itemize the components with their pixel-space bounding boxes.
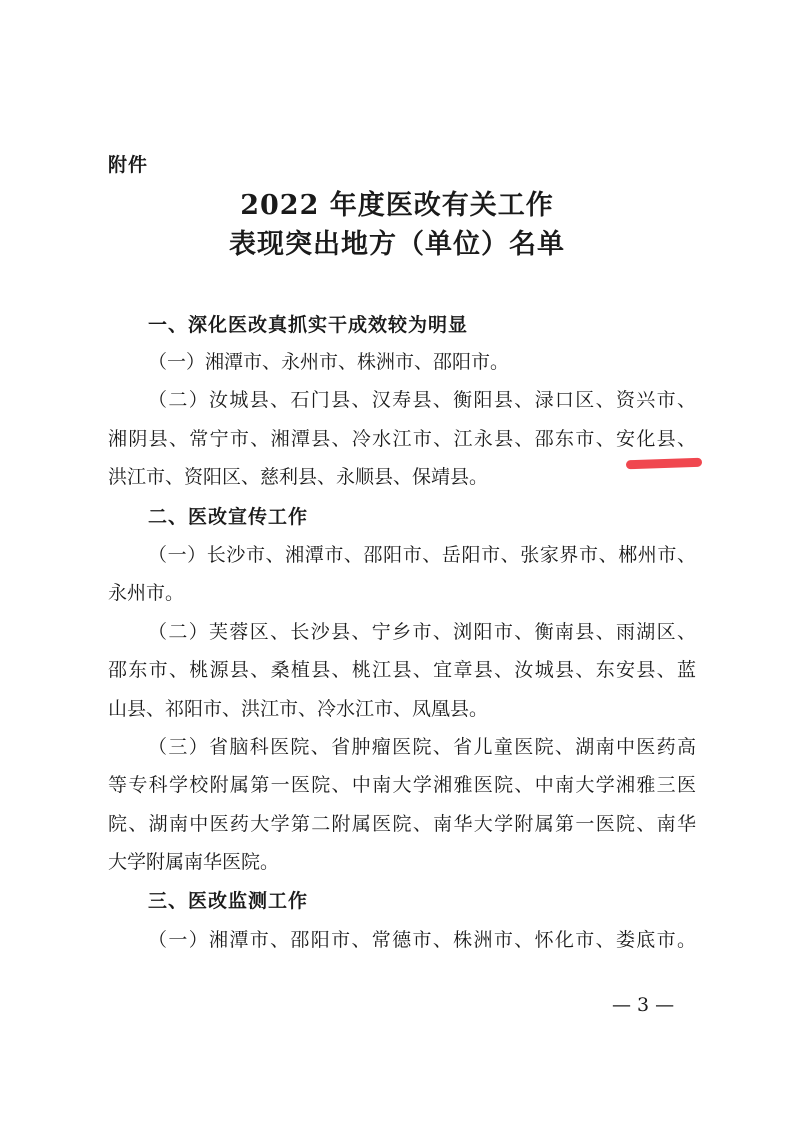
paragraph-line: （一）湘潭市、邵阳市、常德市、株洲市、怀化市、娄底市。 <box>148 929 696 951</box>
paragraph-line: 湘阴县、常宁市、湘潭县、冷水江市、江永县、邵东市、安化县、 <box>108 428 696 450</box>
paragraph-line: （三）省脑科医院、省肿瘤医院、省儿童医院、湖南中医药高 <box>148 736 696 758</box>
paragraph-line: （一）长沙市、湘潭市、邵阳市、岳阳市、张家界市、郴州市、 <box>148 544 696 566</box>
document-title-line-1: 2022 年度医改有关工作 <box>240 190 554 221</box>
paragraph-line: 永州市。 <box>108 582 185 604</box>
section-heading-3: 三、医改监测工作 <box>148 890 309 912</box>
section-heading-2: 二、医改宣传工作 <box>148 506 309 528</box>
paragraph-line: 洪江市、资阳区、慈利县、永顺县、保靖县。 <box>108 466 489 488</box>
paragraph-line: （二）芙蓉区、长沙县、宁乡市、浏阳市、衡南县、雨湖区、 <box>148 621 696 643</box>
paragraph-line: （一）湘潭市、永州市、株洲市、邵阳市。 <box>148 351 510 373</box>
section-heading-1: 一、深化医改真抓实干成效较为明显 <box>148 314 469 336</box>
document-title-line-2: 表现突出地方（单位）名单 <box>229 229 565 260</box>
paragraph-line: 邵东市、桃源县、桑植县、桃江县、宜章县、汝城县、东安县、蓝 <box>108 659 696 681</box>
paragraph-line: 山县、祁阳市、洪江市、冷水江市、凤凰县。 <box>108 698 489 720</box>
page-number: — 3 — <box>612 994 675 1016</box>
paragraph-line: 院、湖南中医药大学第二附属医院、南华大学附属第一医院、南华 <box>108 813 696 835</box>
attachment-label: 附件 <box>108 154 149 176</box>
paragraph-line: （二）汝城县、石门县、汉寿县、衡阳县、渌口区、资兴市、 <box>148 389 696 411</box>
paragraph-line: 等专科学校附属第一医院、中南大学湘雅医院、中南大学湘雅三医 <box>108 774 696 796</box>
paragraph-line: 大学附属南华医院。 <box>108 851 280 873</box>
